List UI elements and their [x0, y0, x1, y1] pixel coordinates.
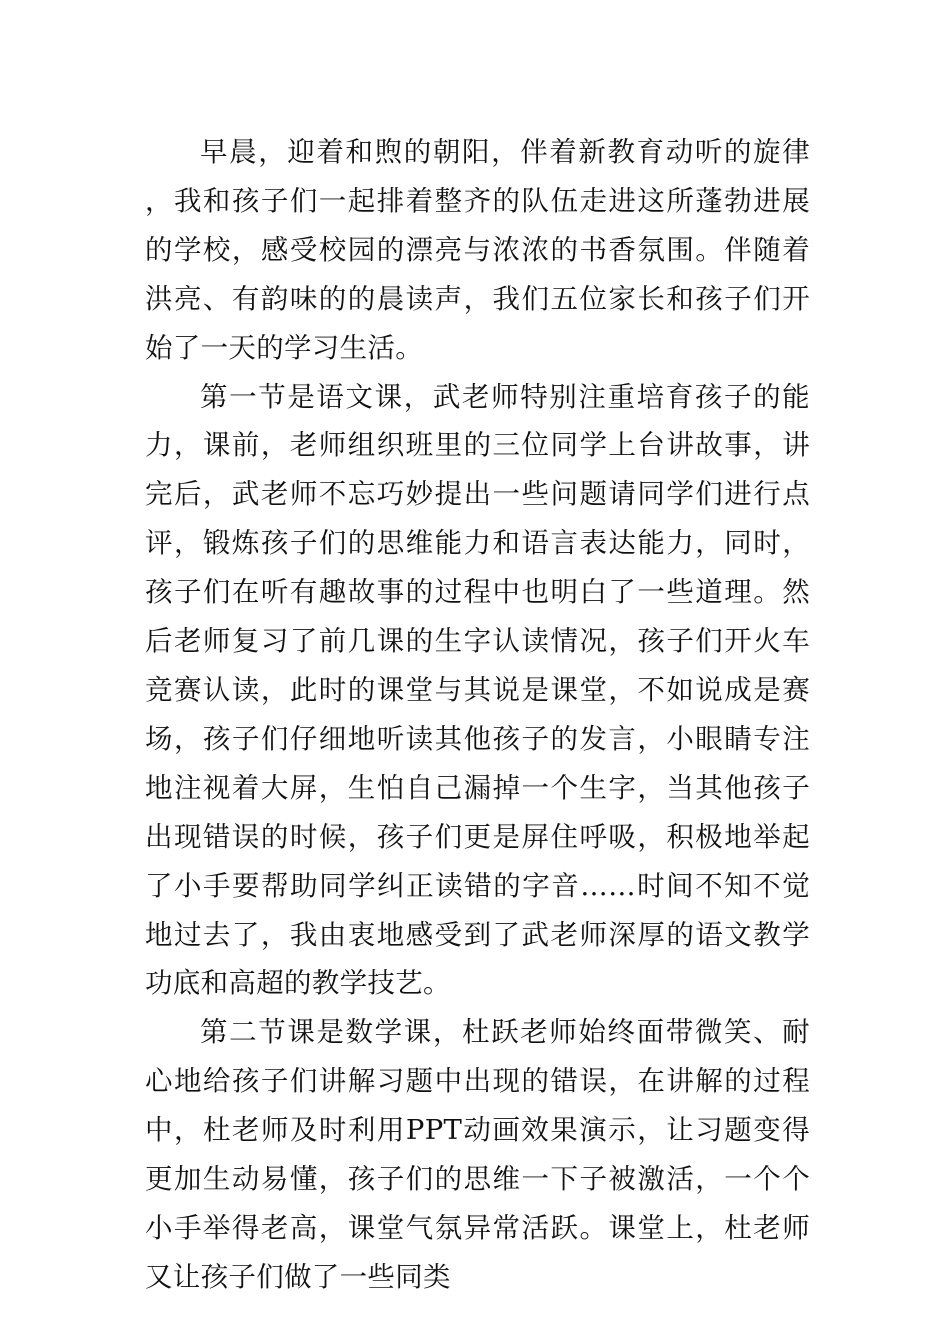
paragraph-math-class: 第二节课是数学课，杜跃老师始终面带微笑、耐心地给孩子们讲解习题中出现的错误，在讲解的过程中，杜老师及时利用PPT动画效果演示，让习题变得更加生动易懂，孩子们的思维一下子被激活，一个个小手举得老高，课堂气氛异常活跃。课堂上，杜老师又让孩子们做了一些同类 — [145, 1016, 810, 1293]
paragraph-morning-reading: 早晨，迎着和煦的朝阳，伴着新教育动听的旋律，我和孩子们一起排着整齐的队伍走进这所蓬勃进展的学校，感受校园的漂亮与浓浓的书香氛围。伴随着洪亮、有韵味的的晨读声，我们五位家长和孩子们开始了一天的学习生活。 — [145, 136, 810, 364]
document-body — [145, 128, 810, 1302]
paragraph-chinese-class: 第一节是语文课，武老师特别注重培育孩子的能力，课前，老师组织班里的三位同学上台讲故事，讲完后，武老师不忘巧妙提出一些问题请同学们进行点评，锻炼孩子们的思维能力和语言表达能力，同时，孩子们在听有趣故事的过程中也明白了一些道理。然后老师复习了前几课的生字认读情况，孩子们开火车竞赛认读，此时的课堂与其说是课堂，不如说成是赛场，孩子们仔细地听读其他孩子的发言，小眼睛专注地注视着大屏，生怕自己漏掉一个生字，当其他孩子出现错误的时候，孩子们更是屏住呼吸，积极地举起了小手要帮助同学纠正读错的字音……时间不知不觉地过去了，我由衷地感受到了武老师深厚的语文教学功底和高超的教学技艺。 — [145, 380, 810, 1000]
